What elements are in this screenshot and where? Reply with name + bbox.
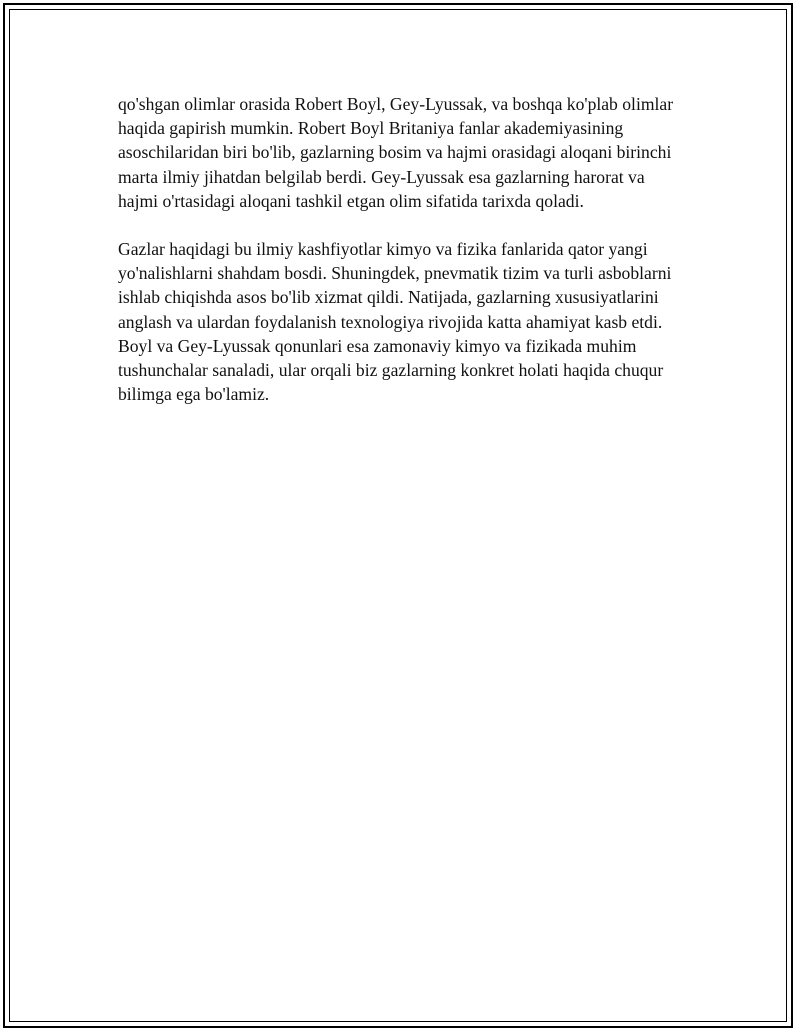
paragraph-2: Gazlar haqidagi bu ilmiy kashfiyotlar kimyo va fizika fanlarida qator yangi yo'nalishlarni shahdam bosdi. Shuningdek, pnevmatik tizim va turli asboblarni ishlab chiqishda asos bo'lib xizmat qildi. Natijada, gazlarning xususiyatlarini anglash va ulardan foydalanish texnologiya rivojida katta ahamiyat kasb etdi. Boyl va Gey-Lyussak qonunlari esa zamonaviy kimyo va fizikada muhim tushunchalar sanaladi, ular orqali biz gazlarning konkret holati haqida chuqur bilimga ega bo'lamiz.: [118, 239, 672, 405]
paragraph-1: qo'shgan olimlar orasida Robert Boyl, Gey-Lyussak, va boshqa ko'plab olimlar haqida gapirish mumkin. Robert Boyl Britaniya fanlar akademiyasining asoschilaridan biri bo'lib, gazlarning bosim va hajmi orasidagi aloqani birinchi marta ilmiy jihatdan belgilab berdi. Gey-Lyussak esa gazlarning harorat va hajmi o'rtasidagi aloqani tashkil etgan olim sifatida tarixda qoladi.: [118, 94, 674, 211]
page-body: [118, 92, 688, 430]
